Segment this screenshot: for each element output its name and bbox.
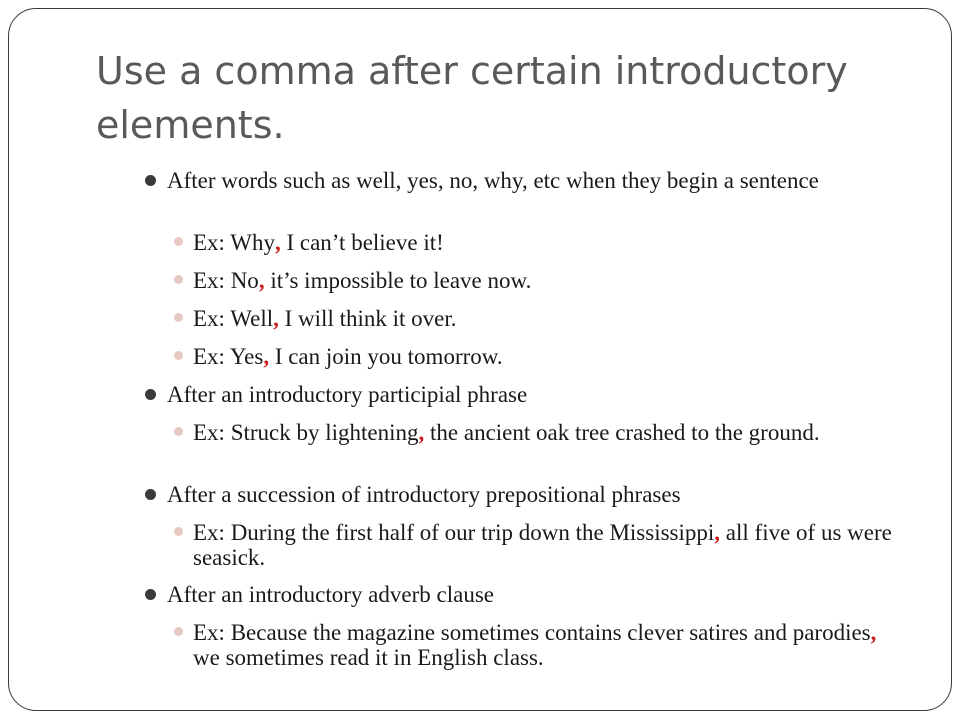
bullet-text: After an introductory participial phrase xyxy=(167,382,528,407)
red-comma: , xyxy=(418,420,425,445)
level2-bullet-icon xyxy=(174,275,183,284)
level2-bullet-icon xyxy=(174,351,183,360)
slide-title: Use a comma after certain introductory elements. xyxy=(96,49,848,147)
example-text: Ex: Why, I can’t believe it! xyxy=(193,230,444,255)
level2-bullet-icon xyxy=(174,313,183,322)
example-text: Ex: No, it’s impossible to leave now. xyxy=(193,268,532,293)
level2-bullet-icon xyxy=(174,527,183,536)
red-comma: , xyxy=(263,344,270,369)
red-comma: , xyxy=(273,306,279,331)
level2-bullet-icon xyxy=(174,427,183,436)
bullet-text: After a succession of introductory prepositional phrases xyxy=(167,482,681,507)
red-comma: , xyxy=(870,620,877,645)
example-text: Ex: Yes, I can join you tomorrow. xyxy=(193,344,503,369)
level1-bullet-icon xyxy=(145,489,156,500)
example-text: Ex: During the first half of our trip down the Mississippi, all five of us were seasick. xyxy=(193,520,892,570)
bullet-text: After an introductory adverb clause xyxy=(167,582,494,607)
red-comma: , xyxy=(258,268,265,293)
level1-bullet-icon xyxy=(145,175,156,186)
example-text: Ex: Struck by lightening, the ancient oak tree crashed to the ground. xyxy=(193,420,820,445)
red-comma: , xyxy=(714,520,721,545)
level2-bullet-icon xyxy=(174,627,183,636)
example-text: Ex: Because the magazine sometimes contains clever satires and parodies, we sometimes read it in English class. xyxy=(193,620,877,670)
example-text: Ex: Well, I will think it over. xyxy=(193,306,457,331)
red-comma: , xyxy=(274,230,281,255)
level1-bullet-icon xyxy=(145,589,156,600)
level2-bullet-icon xyxy=(174,237,183,246)
bullet-text: After words such as well, yes, no, why, etc when they begin a sentence xyxy=(167,168,819,193)
level1-bullet-icon xyxy=(145,389,156,400)
